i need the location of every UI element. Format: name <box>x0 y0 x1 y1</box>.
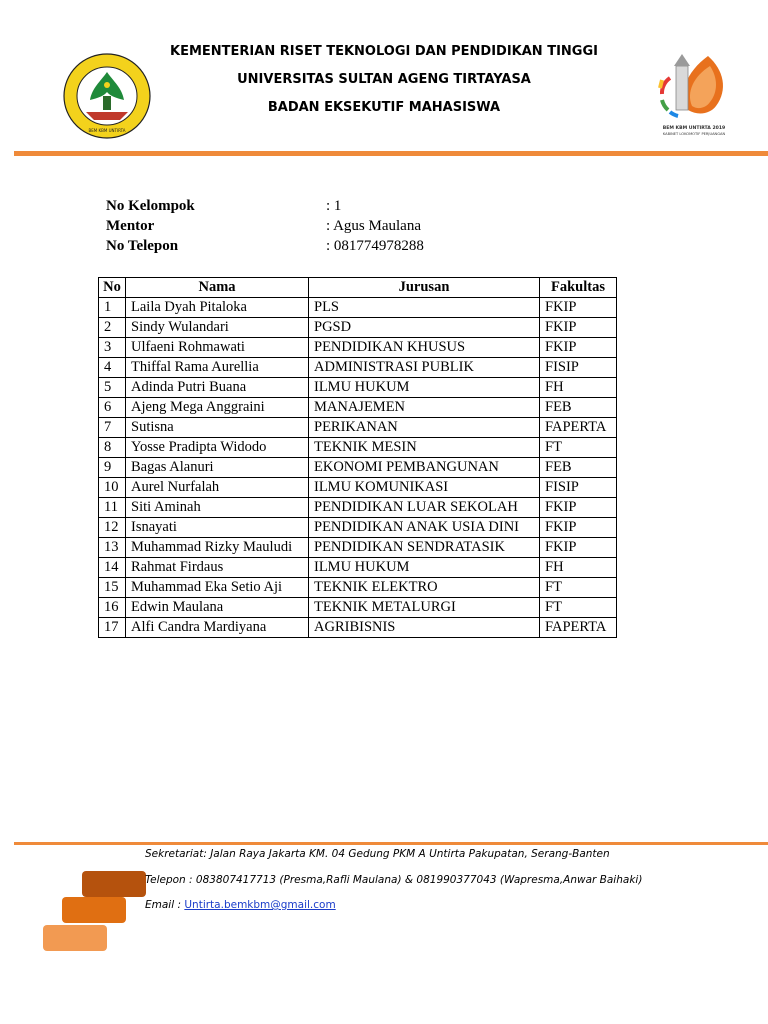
footer-telephone: Telepon : 083807417713 (Presma,Rafli Maulana) & 081990377043 (Wapresma,Anwar Baihaki) <box>145 874 643 886</box>
cell-jurusan: MANAJEMEN <box>309 398 540 418</box>
cell-nama: Sutisna <box>126 418 309 438</box>
cell-jurusan: PENDIDIKAN LUAR SEKOLAH <box>309 498 540 518</box>
svg-text:BEM KBM UNTIRTA: BEM KBM UNTIRTA <box>88 128 126 133</box>
cell-jurusan: TEKNIK MESIN <box>309 438 540 458</box>
cell-fakultas: FT <box>540 438 617 458</box>
cell-nama: Laila Dyah Pitaloka <box>126 298 309 318</box>
footer-email-line <box>145 899 336 911</box>
cell-jurusan: ADMINISTRASI PUBLIK <box>309 358 540 378</box>
column-header-no: No <box>99 278 126 298</box>
cell-jurusan: EKONOMI PEMBANGUNAN <box>309 458 540 478</box>
cell-nama: Muhammad Eka Setio Aji <box>126 578 309 598</box>
table-row <box>99 298 617 318</box>
cell-jurusan: PGSD <box>309 318 540 338</box>
university-seal-logo <box>62 52 152 140</box>
cell-nama: Rahmat Firdaus <box>126 558 309 578</box>
cell-fakultas: FAPERTA <box>540 618 617 638</box>
cell-fakultas: FH <box>540 378 617 398</box>
cell-jurusan: PERIKANAN <box>309 418 540 438</box>
svg-text:KABINET LOKOMOTIF PERJUANGAN: KABINET LOKOMOTIF PERJUANGAN <box>662 132 726 136</box>
header-divider <box>14 151 768 156</box>
table-row <box>99 338 617 358</box>
cell-fakultas: FKIP <box>540 338 617 358</box>
info-value: : Agus Maulana <box>326 218 421 234</box>
column-header-jurusan: Jurusan <box>309 278 540 298</box>
cell-fakultas: FKIP <box>540 498 617 518</box>
cell-fakultas: FT <box>540 578 617 598</box>
cell-nama: Yosse Pradipta Widodo <box>126 438 309 458</box>
cell-fakultas: FEB <box>540 458 617 478</box>
cell-jurusan: ILMU KOMUNIKASI <box>309 478 540 498</box>
cell-fakultas: FISIP <box>540 358 617 378</box>
footer-address: Sekretariat: Jalan Raya Jakarta KM. 04 Gedung PKM A Untirta Pakupatan, Serang-Banten <box>145 848 610 860</box>
cell-nama: Bagas Alanuri <box>126 458 309 478</box>
cell-fakultas: FT <box>540 598 617 618</box>
decorative-block-mid <box>62 897 126 923</box>
university-title: UNIVERSITAS SULTAN AGENG TIRTAYASA <box>237 72 531 87</box>
cell-no: 16 <box>99 598 126 618</box>
cell-no: 15 <box>99 578 126 598</box>
table-row <box>99 458 617 478</box>
cell-no: 17 <box>99 618 126 638</box>
info-label: Mentor <box>106 218 155 234</box>
cell-nama: Alfi Candra Mardiyana <box>126 618 309 638</box>
table-row <box>99 578 617 598</box>
cell-fakultas: FEB <box>540 398 617 418</box>
cell-no: 5 <box>99 378 126 398</box>
table-row <box>99 398 617 418</box>
cell-fakultas: FAPERTA <box>540 418 617 438</box>
cell-jurusan: TEKNIK ELEKTRO <box>309 578 540 598</box>
table-row <box>99 558 617 578</box>
cell-jurusan: ILMU HUKUM <box>309 558 540 578</box>
footer-divider <box>14 842 768 845</box>
table-row <box>99 438 617 458</box>
cell-no: 14 <box>99 558 126 578</box>
table-header-row <box>99 278 617 298</box>
cell-jurusan: PENDIDIKAN KHUSUS <box>309 338 540 358</box>
table-row <box>99 478 617 498</box>
cell-no: 13 <box>99 538 126 558</box>
cell-nama: Edwin Maulana <box>126 598 309 618</box>
cell-no: 6 <box>99 398 126 418</box>
cell-no: 12 <box>99 518 126 538</box>
table-row <box>99 518 617 538</box>
cell-jurusan: PENDIDIKAN ANAK USIA DINI <box>309 518 540 538</box>
cell-jurusan: TEKNIK METALURGI <box>309 598 540 618</box>
decorative-block-light <box>43 925 107 951</box>
cell-nama: Siti Aminah <box>126 498 309 518</box>
info-value: : 081774978288 <box>326 238 424 254</box>
cell-nama: Isnayati <box>126 518 309 538</box>
cell-fakultas: FKIP <box>540 298 617 318</box>
table-row <box>99 598 617 618</box>
organization-title: BADAN EKSEKUTIF MAHASISWA <box>267 100 501 115</box>
svg-text:BEM KBM UNTIRTA 2019: BEM KBM UNTIRTA 2019 <box>662 126 726 131</box>
cell-jurusan: PENDIDIKAN SENDRATASIK <box>309 538 540 558</box>
cell-fakultas: FKIP <box>540 318 617 338</box>
cell-no: 8 <box>99 438 126 458</box>
cell-no: 2 <box>99 318 126 338</box>
info-label: No Kelompok <box>106 198 195 214</box>
cell-fakultas: FH <box>540 558 617 578</box>
cell-no: 10 <box>99 478 126 498</box>
cell-no: 1 <box>99 298 126 318</box>
table-body <box>99 298 617 638</box>
email-link[interactable]: Untirta.bemkbm@gmail.com <box>184 899 336 911</box>
cell-jurusan: ILMU HUKUM <box>309 378 540 398</box>
table-row <box>99 318 617 338</box>
cell-no: 7 <box>99 418 126 438</box>
cell-jurusan: AGRIBISNIS <box>309 618 540 638</box>
cell-nama: Ulfaeni Rohmawati <box>126 338 309 358</box>
cell-jurusan: PLS <box>309 298 540 318</box>
cell-no: 3 <box>99 338 126 358</box>
cell-nama: Adinda Putri Buana <box>126 378 309 398</box>
table-row <box>99 618 617 638</box>
info-label: No Telepon <box>106 238 179 254</box>
table-row <box>99 378 617 398</box>
cell-fakultas: FKIP <box>540 538 617 558</box>
table-row <box>99 538 617 558</box>
table-row <box>99 498 617 518</box>
cell-fakultas: FKIP <box>540 518 617 538</box>
info-value: : 1 <box>326 198 342 214</box>
table-row <box>99 418 617 438</box>
footer-email-label: Email : <box>145 899 185 911</box>
decorative-block-dark <box>82 871 146 897</box>
members-table <box>98 277 617 638</box>
cell-nama: Ajeng Mega Anggraini <box>126 398 309 418</box>
cell-fakultas: FISIP <box>540 478 617 498</box>
table-row <box>99 358 617 378</box>
ministry-title: KEMENTERIAN RISET TEKNOLOGI DAN PENDIDIKAN TINGGI <box>170 44 598 59</box>
cell-nama: Sindy Wulandari <box>126 318 309 338</box>
cell-no: 11 <box>99 498 126 518</box>
column-header-nama: Nama <box>126 278 309 298</box>
cell-nama: Thiffal Rama Aurellia <box>126 358 309 378</box>
cell-no: 4 <box>99 358 126 378</box>
column-header-fakultas: Fakultas <box>540 278 617 298</box>
cell-nama: Muhammad Rizky Mauludi <box>126 538 309 558</box>
cell-nama: Aurel Nurfalah <box>126 478 309 498</box>
cell-no: 9 <box>99 458 126 478</box>
